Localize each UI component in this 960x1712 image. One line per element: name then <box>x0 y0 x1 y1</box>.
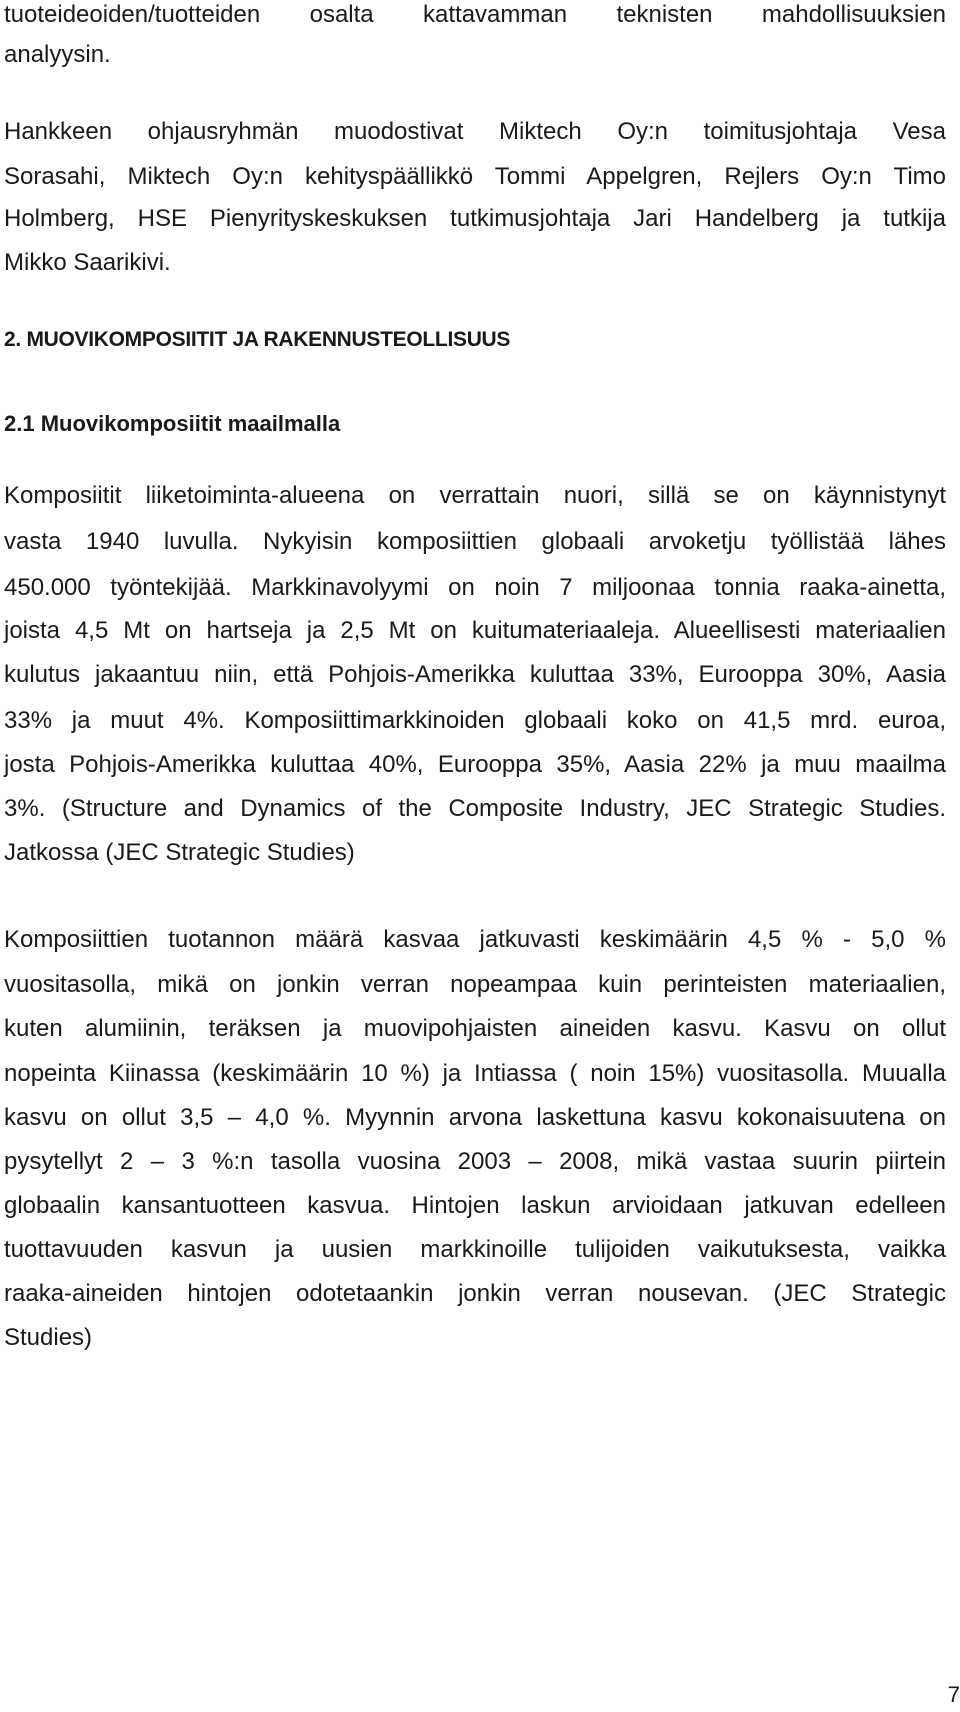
paragraph-line: 33% ja muut 4%. Komposiittimarkkinoiden globaali koko on 41,5 mrd. euroa, <box>4 707 946 734</box>
paragraph-line: tuottavuuden kasvun ja uusien markkinoille tulijoiden vaikutuksesta, vaikka <box>4 1236 946 1263</box>
paragraph-line: globaalin kansantuotteen kasvua. Hintojen laskun arvioidaan jatkuvan edelleen <box>4 1192 946 1219</box>
paragraph-line: pysytellyt 2 – 3 %:n tasolla vuosina 2003 – 2008, mikä vastaa suurin piirtein <box>4 1148 946 1175</box>
paragraph-line: raaka-aineiden hintojen odotetaankin jonkin verran nousevan. (JEC Strategic <box>4 1280 946 1307</box>
paragraph-line: 3%. (Structure and Dynamics of the Composite Industry, JEC Strategic Studies. <box>4 795 946 822</box>
steering-group-line: Hankkeen ohjausryhmän muodostivat Miktech Oy:n toimitusjohtaja Vesa <box>4 118 946 145</box>
paragraph-line: nopeinta Kiinassa (keskimäärin 10 %) ja Intiassa ( noin 15%) vuositasolla. Muualla <box>4 1060 946 1087</box>
paragraph-line: kasvu on ollut 3,5 – 4,0 %. Myynnin arvona laskettuna kasvu kokonaisuutena on <box>4 1104 946 1131</box>
paragraph-line: Studies) <box>4 1324 93 1351</box>
steering-group-line: Mikko Saarikivi. <box>4 249 171 276</box>
steering-group-line: Holmberg, HSE Pienyrityskeskuksen tutkimusjohtaja Jari Handelberg ja tutkija <box>4 205 946 232</box>
paragraph-line: vasta 1940 luvulla. Nykyisin komposiittien globaali arvoketju työllistää lähes <box>4 528 946 555</box>
subsection-heading: 2.1 Muovikomposiitit maailmalla <box>4 411 341 436</box>
steering-group-line: Sorasahi, Miktech Oy:n kehityspäällikkö Tommi Appelgren, Rejlers Oy:n Timo <box>4 163 946 190</box>
intro-line: analyysin. <box>4 41 111 68</box>
paragraph-line: Komposiittien tuotannon määrä kasvaa jatkuvasti keskimäärin 4,5 % - 5,0 % <box>4 926 946 953</box>
paragraph-line: 450.000 työntekijää. Markkinavolyymi on noin 7 miljoonaa tonnia raaka-ainetta, <box>4 574 946 601</box>
paragraph-line: vuositasolla, mikä on jonkin verran nopeampaa kuin perinteisten materiaalien, <box>4 971 946 998</box>
paragraph-line: kulutus jakaantuu niin, että Pohjois-Amerikka kuluttaa 33%, Eurooppa 30%, Aasia <box>4 661 946 688</box>
page-number: 7 <box>947 1682 960 1707</box>
paragraph-line: josta Pohjois-Amerikka kuluttaa 40%, Eurooppa 35%, Aasia 22% ja muu maailma <box>4 751 946 778</box>
paragraph-line: kuten alumiinin, teräksen ja muovipohjaisten aineiden kasvu. Kasvu on ollut <box>4 1015 946 1042</box>
paragraph-line: Jatkossa (JEC Strategic Studies) <box>4 839 355 866</box>
paragraph-line: joista 4,5 Mt on hartseja ja 2,5 Mt on kuitumateriaaleja. Alueellisesti materiaalien <box>4 617 946 644</box>
intro-line: tuoteideoiden/tuotteiden osalta kattavamman teknisten mahdollisuuksien <box>4 1 946 28</box>
paragraph-line: Komposiitit liiketoiminta-alueena on verrattain nuori, sillä se on käynnistynyt <box>4 482 946 509</box>
section-heading: 2. MUOVIKOMPOSIITIT JA RAKENNUSTEOLLISUUS <box>4 328 511 351</box>
